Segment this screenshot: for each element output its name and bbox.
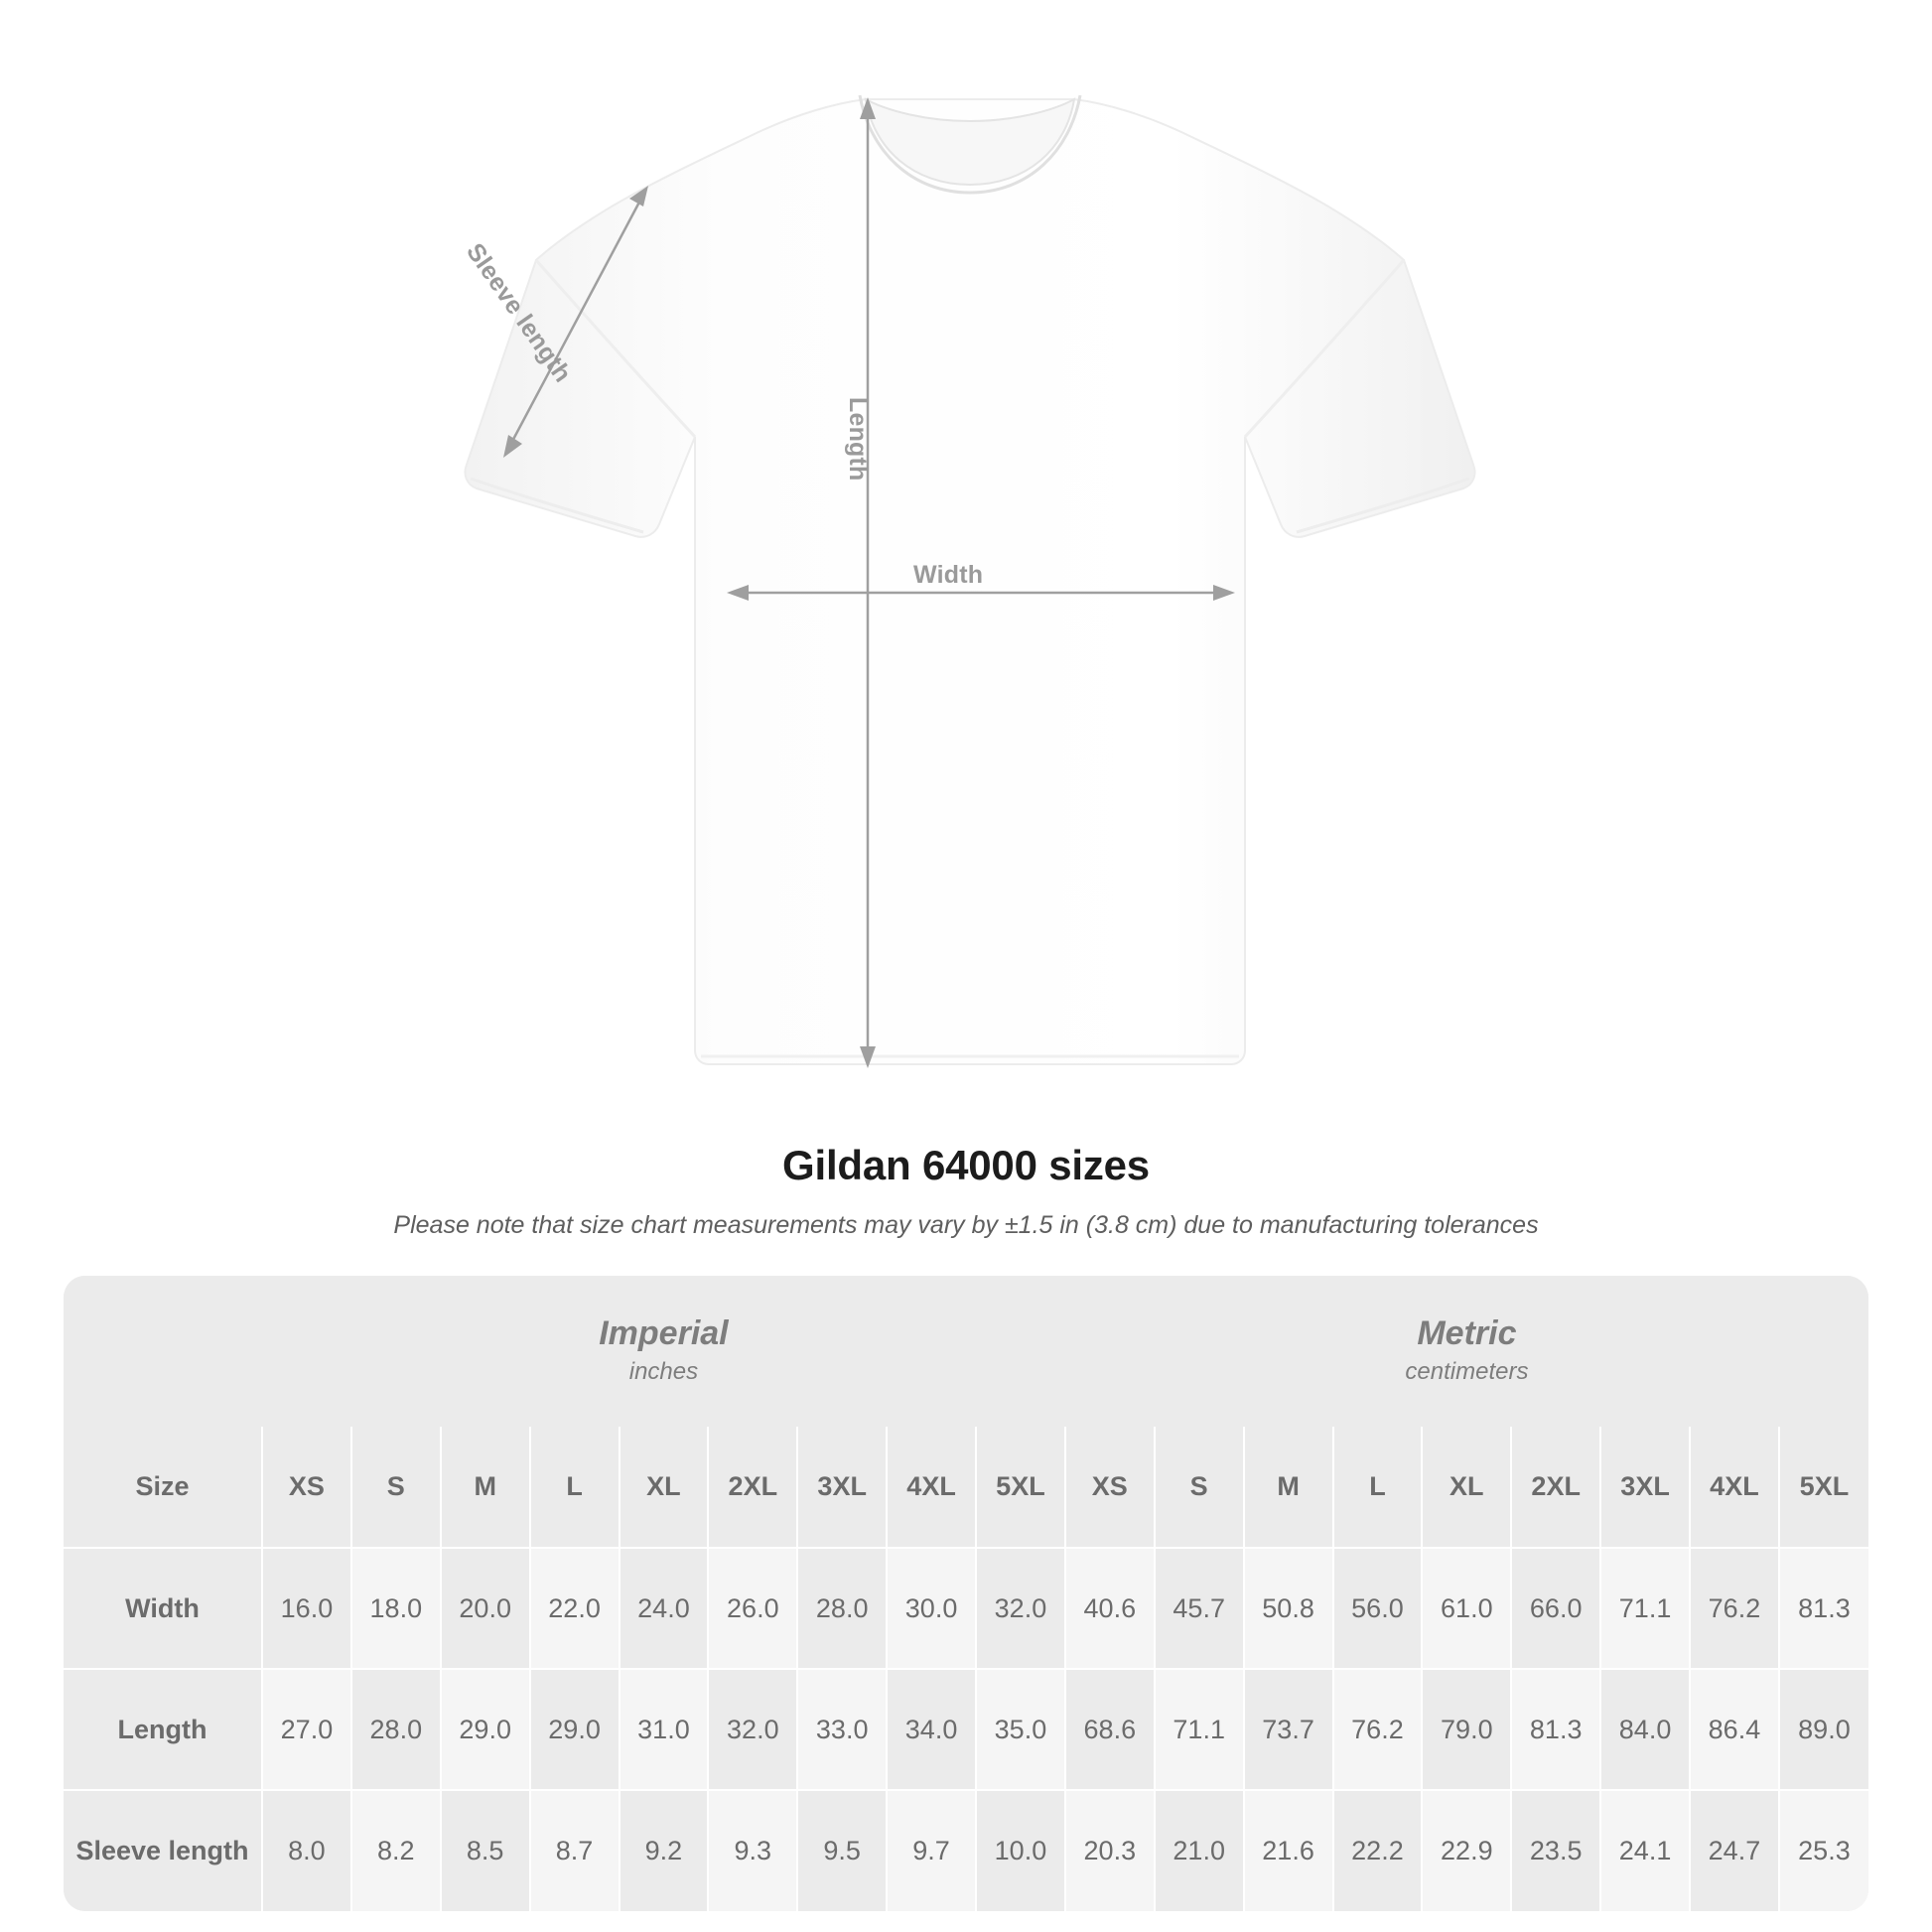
row-header-length: Length: [64, 1669, 262, 1790]
table-cell: 71.1: [1155, 1669, 1244, 1790]
unit-group-imperial: [262, 1276, 1065, 1427]
table-cell: 35.0: [976, 1669, 1065, 1790]
table-cell: 21.0: [1155, 1790, 1244, 1911]
table-cell: 76.2: [1690, 1548, 1779, 1669]
size-header-cell: 5XL: [976, 1427, 1065, 1548]
table-row: [64, 1669, 1868, 1790]
unit-group-imperial-sub: inches: [628, 1358, 699, 1386]
table-cell: 20.3: [1065, 1790, 1155, 1911]
size-header-cell: XL: [620, 1427, 709, 1548]
title-block: [0, 1142, 1932, 1240]
table-cell: 28.0: [797, 1548, 887, 1669]
table-cell: 18.0: [351, 1548, 441, 1669]
unit-group-metric-name: Metric: [1417, 1313, 1517, 1352]
table-cell: 8.0: [262, 1790, 351, 1911]
size-header-cell: XS: [1065, 1427, 1155, 1548]
row-header-sleeve-length: Sleeve length: [64, 1790, 262, 1911]
table-cell: 29.0: [530, 1669, 620, 1790]
table-cell: 40.6: [1065, 1548, 1155, 1669]
table-cell: 71.1: [1600, 1548, 1690, 1669]
unit-group-metric-sub: centimeters: [1405, 1358, 1529, 1386]
unit-header-row: [64, 1276, 1868, 1427]
length-dimension-label: Length: [844, 397, 872, 482]
table-cell: 24.0: [620, 1548, 709, 1669]
table-cell: 31.0: [620, 1669, 709, 1790]
table-cell: 50.8: [1244, 1548, 1333, 1669]
table-cell: 27.0: [262, 1669, 351, 1790]
table-cell: 8.7: [530, 1790, 620, 1911]
sleeve-length-dimension-label: Sleeve length: [461, 238, 577, 388]
table-cell: 33.0: [797, 1669, 887, 1790]
size-header-cell: XS: [262, 1427, 351, 1548]
size-header-cell: 5XL: [1779, 1427, 1868, 1548]
table-cell: 8.5: [441, 1790, 530, 1911]
table-cell: 84.0: [1600, 1669, 1690, 1790]
table-cell: 66.0: [1511, 1548, 1600, 1669]
table-cell: 26.0: [708, 1548, 797, 1669]
table-cell: 9.2: [620, 1790, 709, 1911]
page-title: Gildan 64000 sizes: [782, 1142, 1150, 1188]
size-header-row: [64, 1427, 1868, 1548]
size-header-cell: 3XL: [797, 1427, 887, 1548]
table-cell: 76.2: [1333, 1669, 1423, 1790]
table-row: [64, 1790, 1868, 1911]
table-cell: 10.0: [976, 1790, 1065, 1911]
size-header-cell: 2XL: [708, 1427, 797, 1548]
table-cell: 24.7: [1690, 1790, 1779, 1911]
table-cell: 68.6: [1065, 1669, 1155, 1790]
size-header-cell: L: [1333, 1427, 1423, 1548]
unit-header-spacer: [64, 1276, 262, 1427]
table-row: [64, 1548, 1868, 1669]
table-cell: 23.5: [1511, 1790, 1600, 1911]
table-cell: 9.7: [887, 1790, 976, 1911]
size-header-cell: S: [351, 1427, 441, 1548]
table-cell: 86.4: [1690, 1669, 1779, 1790]
size-header-cell: M: [1244, 1427, 1333, 1548]
size-header-cell: 2XL: [1511, 1427, 1600, 1548]
unit-group-metric: [1065, 1276, 1868, 1427]
table-cell: 30.0: [887, 1548, 976, 1669]
table-cell: 81.3: [1511, 1669, 1600, 1790]
table-cell: 89.0: [1779, 1669, 1868, 1790]
table-cell: 45.7: [1155, 1548, 1244, 1669]
table-cell: 22.9: [1422, 1790, 1511, 1911]
width-dimension-label: Width: [913, 561, 984, 589]
table-cell: 61.0: [1422, 1548, 1511, 1669]
table-cell: 8.2: [351, 1790, 441, 1911]
table-cell: 81.3: [1779, 1548, 1868, 1669]
table-cell: 20.0: [441, 1548, 530, 1669]
table-cell: 32.0: [976, 1548, 1065, 1669]
tolerance-note: Please note that size chart measurements may vary by ±1.5 in (3.8 cm) due to manufacturing tolerances: [393, 1211, 1539, 1239]
size-header-cell: XL: [1422, 1427, 1511, 1548]
table-cell: 21.6: [1244, 1790, 1333, 1911]
table-cell: 9.3: [708, 1790, 797, 1911]
table-cell: 34.0: [887, 1669, 976, 1790]
table-cell: 22.2: [1333, 1790, 1423, 1911]
row-header-width: Width: [64, 1548, 262, 1669]
row-header-size: Size: [64, 1427, 262, 1548]
unit-group-imperial-name: Imperial: [599, 1313, 729, 1352]
table-cell: 29.0: [441, 1669, 530, 1790]
table-cell: 9.5: [797, 1790, 887, 1911]
size-header-cell: L: [530, 1427, 620, 1548]
size-header-cell: 4XL: [887, 1427, 976, 1548]
table-cell: 16.0: [262, 1548, 351, 1669]
size-chart-table-wrapper: [64, 1276, 1868, 1911]
table-cell: 79.0: [1422, 1669, 1511, 1790]
table-cell: 24.1: [1600, 1790, 1690, 1911]
table-cell: 25.3: [1779, 1790, 1868, 1911]
table-cell: 56.0: [1333, 1548, 1423, 1669]
size-header-cell: 4XL: [1690, 1427, 1779, 1548]
table-cell: 22.0: [530, 1548, 620, 1669]
size-chart-table: [64, 1276, 1868, 1911]
table-cell: 73.7: [1244, 1669, 1333, 1790]
size-header-cell: M: [441, 1427, 530, 1548]
size-header-cell: 3XL: [1600, 1427, 1690, 1548]
table-cell: 32.0: [708, 1669, 797, 1790]
table-cell: 28.0: [351, 1669, 441, 1790]
size-header-cell: S: [1155, 1427, 1244, 1548]
